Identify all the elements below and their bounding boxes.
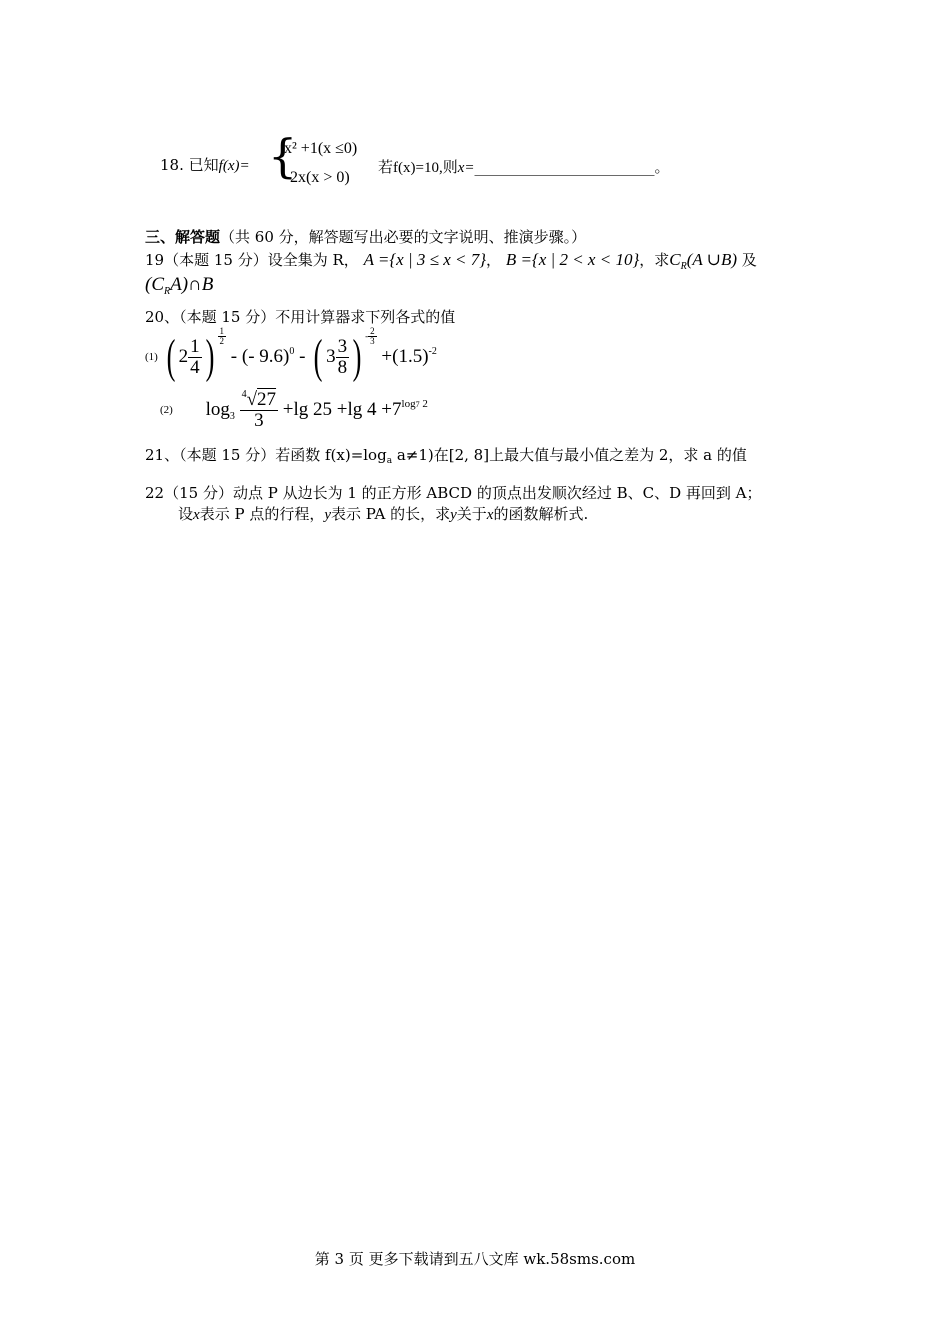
q20-p2-label: (2) [160,404,173,417]
q20-p1-fraction-3: $\frac{3}{8}$ [337,335,348,378]
q18-prefix: 已知 [188,156,219,174]
q20-p1-term2: (- 9.6)$^0$ [241,346,295,367]
q18-fx: f(x)= [218,158,250,174]
q22-line-2: 设x表示 P 点的行程，y表示 PA 的长，求y关于x的函数解析式. [178,505,589,523]
q20-part-1: (1) ( 2 $\frac{1}{4}$ ) $\frac{1}{2}$ - (- 9.6)$^0$ - ( 3 $\frac{3}{8}$ ) - $\frac{2}{3}$ $+(1.5)^{-2}$ [145,326,437,383]
q19-sep: ， [486,251,502,269]
q18-answer-blank: ________________________ [474,158,655,176]
q18-number: 18. [160,156,184,174]
q19-intro: 19（本题 15 分）设全集为 R， [145,251,359,269]
q18-end: 。 [654,158,670,176]
q20-p2-log: $\log_3$ [205,399,235,423]
question-21: 21、（本题 15 分）若函数 $f(x)=\log_a$ a≠1)在[2, 8]上最大值与最小值之差为 2，求 a 的值 [145,446,747,466]
q20-p2-rest: +lg 25 +lg $4 +7^{log7 2}$ [282,398,428,421]
q18-case-1: x² +1(x ≤0) [284,140,358,157]
question-19 [145,249,757,270]
q18-case-2: 2x(x > 0) [290,169,350,186]
q18-condition [378,156,670,177]
q20-p1-label: (1) [145,351,158,363]
question-18 [160,154,250,175]
q19-and: 及 [741,251,757,269]
q20-p2-fraction: $\frac{^4√27}{3}$ [241,389,277,431]
q18-suffix-c: x= [457,160,475,176]
section-3-note: （共 60 分，解答题写出必要的文字说明、推演步骤。） [220,228,587,246]
q19-set-b: B ={x | 2 < x < 10} [505,250,640,269]
q19-ask: ，求 [639,251,670,269]
q22-line-1: 22（15 分）动点 P 从边长为 1 的正方形 ABCD 的顶点出发顺次经过 B、C、D 再回到 A； [145,484,762,502]
q18-suffix-b: f(x)=10,则 [393,160,458,176]
page-footer: 第 3 页 更多下载请到五八文库 wk.58sms.com [314,1250,636,1268]
q20-p1-fraction: $\frac{1}{4}$ [190,335,200,378]
q18-suffix-a: 若 [378,158,394,176]
q18-brace: { [268,129,298,183]
q20-p1-term4: $(1.5)^{-2}$ [392,346,437,367]
q20-intro: 20、（本题 15 分）不用计算器求下列各式的值 [145,308,456,326]
q19-complement: $C_R(A$ ∪B) [669,250,737,272]
q19-set-a: A ={x | 3 ≤ x < 7} [363,250,487,269]
section-3-heading [145,226,586,247]
q20-p1-exponent-3: - $\frac{2}{3}$ [365,326,375,347]
section-3-title: 三、解答题 [145,228,221,246]
q20-p1-exponent: $\frac{1}{2}$ [219,326,225,347]
q20-part-2 [160,390,428,431]
q19-second-expr: $(C_RA)\cap B$ [145,274,214,297]
